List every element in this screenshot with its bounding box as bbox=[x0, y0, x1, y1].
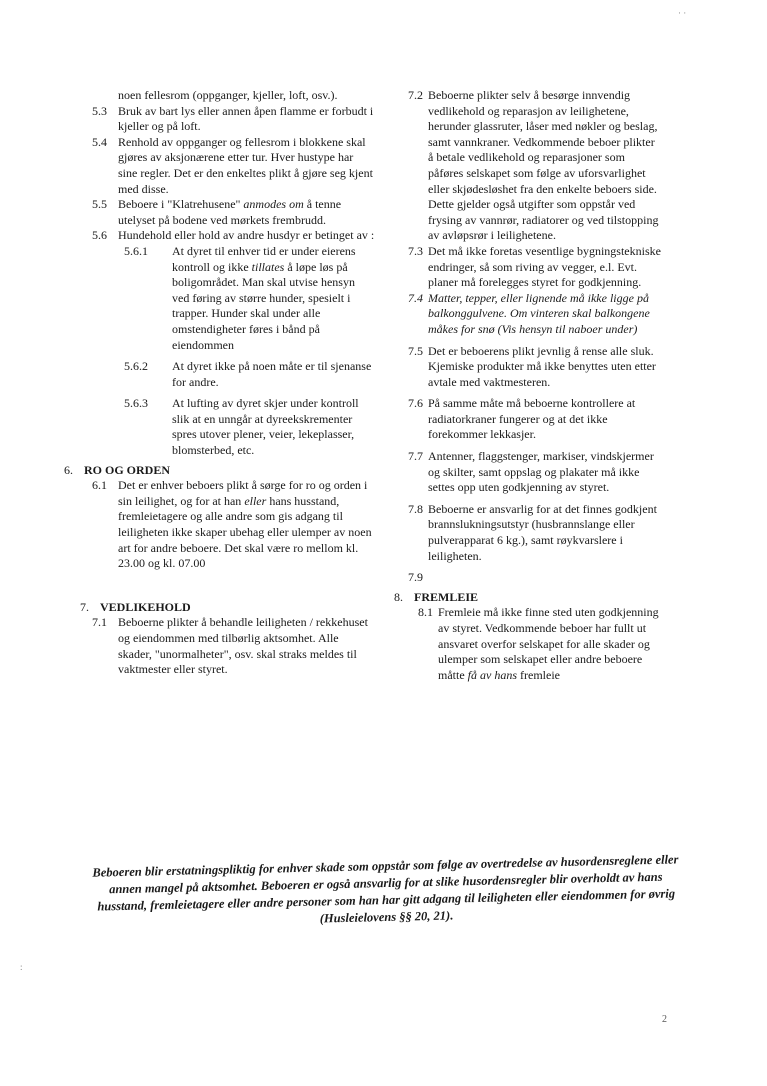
paragraph-number: 5.3 bbox=[92, 103, 107, 118]
paragraph-5-6-3: 5.6.3 At lufting av dyret skjer under kontroll slik at en unngår at dyreekskrementer spres utover plener, veier, lekeplasser, blomsterbed, etc. bbox=[124, 396, 359, 458]
paragraph-number: 7.2 bbox=[408, 88, 423, 102]
paragraph-7-5: 7.5 Det er beboerens plikt jevnlig å rense alle sluk. Kjemiske produkter må ikke benyttes uten etter avtale med vaktmesteren. bbox=[408, 343, 656, 389]
paragraph-7-3: 7.3 Det må ikke foretas vesentlige bygningstekniske endringer, så som riving av vegger, e.l. Evt. planer må forelegges styret for godkjenning. bbox=[408, 243, 661, 290]
section-heading-6 bbox=[64, 463, 375, 479]
paragraph-number: 6.1 bbox=[92, 478, 107, 493]
paragraph-7-4: 7.4 Matter, tepper, eller lignende må ikke ligge på balkonggulvene. Om vinteren skal balkongene måkes for snø (Vis hensyn til naboer under) bbox=[408, 290, 650, 336]
paragraph-5-2-continuation: noen fellesrom (oppganger, kjeller, loft, osv.). bbox=[118, 88, 338, 102]
paragraph-number: 5.4 bbox=[92, 134, 107, 149]
paragraph-5-6-1: 5.6.1 At dyret til enhver tid er under eierens kontroll og ikke tillates å løpe løs på boligområdet. Man skal utvise hensyn ved føring av større hunder, spesielt i trapper. Hunder skal under alle omstendigheter føres i bånd på eiendommen bbox=[124, 243, 356, 352]
section-title: RO OG ORDEN bbox=[84, 462, 171, 477]
paragraph-number: 7.7 bbox=[408, 449, 423, 464]
paragraph-6-1: 6.1 Det er enhver beboers plikt å sørge for ro og orden i sin leilighet, og for at han eller hans husstand, fremleietagere og alle andre som gis adgang til leiligheten ikke skaper ubehag eller ulemper av noen art for andre beboere. Det skal være ro mellom kl. 23.00 og kl. 07.00 bbox=[92, 478, 372, 571]
paragraph-number: 7.4 bbox=[408, 290, 423, 305]
paragraph-8-1: 8.1 Fremleie må ikke finne sted uten godkjenning av styret. Vedkommende beboer har fullt ut ansvaret overfor selskapet for alle skader og ulemper som selskapet eller andre beboere måtte få av hans fremleie bbox=[418, 605, 659, 682]
section-number: 6. bbox=[64, 462, 73, 477]
paragraph-7-1: 7.1 Beboerne plikter å behandle leiligheten / rekkehuset og eiendommen med tilbørlig aktsomhet. Alle skader, "unormalheter", osv. skal straks meldes til vaktmester eller styret. bbox=[92, 615, 368, 677]
left-column bbox=[64, 88, 375, 678]
paragraph-number: 8.1 bbox=[418, 605, 433, 620]
paragraph-number: 7.6 bbox=[408, 396, 423, 411]
paragraph-number: 5.5 bbox=[92, 197, 107, 212]
paragraph-5-4: 5.4 Renhold av oppganger og fellesrom i blokkene skal gjøres av aksjonærene etter tur. Hver hustype har sine regler. Det er den enkeltes plikt å gjøre seg kjent med disse. bbox=[92, 134, 373, 196]
paragraph-5-5: 5.5 Beboere i "Klatrehusene" anmodes om å tenne utelyset på bodene ved mørkets frembrudd. bbox=[92, 197, 342, 227]
liability-notice: Beboeren blir erstatningspliktig for enhver skade som oppstår som følge av overtredelse av husordensreglene eller annen mangel på aktsomhet. Beboeren er også ansvarlig for at slike husordensregler blir overholdt av hans husstand, fremleietagere eller andre personer som han har gitt adgang til leiligheten eller eiendommen for øvrig (Husleielovens §§ 20, 21). bbox=[92, 852, 679, 926]
paragraph-number: 5.6.2 bbox=[124, 359, 148, 374]
paragraph-7-2: 7.2 Beboerne plikter selv å besørge innvendig vedlikehold og reparasjon av leilighetene, herunder glassruter, låser med nøkler og beslag, samt vannkraner. Vedkommende beboer plikter å betale vedlikehold og reparasjoner som påføres selskapet som følge av uforsvarlighet eller skjødesløshet fra den enkelte beboers side. Dette gjelder også utgifter som oppstår ved frysing av vannrør, radiatorer og ved tilstopping av avløpsrør i leilighetene. bbox=[408, 88, 659, 243]
paragraph-7-8: 7.8 Beboerne er ansvarlig for at det finnes godkjent brannslukningsutstyr (husbrannslange eller pulverapparat 6 kg.), samt røykvarslere i leiligheten. bbox=[408, 501, 657, 563]
section-title: FREMLEIE bbox=[414, 589, 479, 604]
paragraph-number: 5.6.1 bbox=[124, 243, 148, 258]
paragraph-7-9 bbox=[400, 570, 662, 586]
paragraph-number: 7.9 bbox=[408, 570, 423, 585]
paragraph-7-6: 7.6 På samme måte må beboerne kontrollere at radiatorkraner fungerer og at det ikke forekommer lekkasjer. bbox=[408, 396, 636, 442]
section-title: VEDLIKEHOLD bbox=[100, 599, 191, 614]
paragraph-number: 7.1 bbox=[92, 615, 107, 630]
scan-speck: : bbox=[20, 962, 23, 972]
scan-speck: · · bbox=[678, 8, 687, 18]
paragraph-number: 5.6 bbox=[92, 228, 107, 243]
paragraph-number: 7.8 bbox=[408, 501, 423, 516]
paragraph-5-6-2: 5.6.2 At dyret ikke på noen måte er til sjenanse for andre. bbox=[124, 359, 372, 389]
section-number: 7. bbox=[80, 599, 89, 614]
section-number: 8. bbox=[394, 589, 403, 604]
section-heading-8 bbox=[394, 590, 662, 606]
paragraph-7-7: 7.7 Antenner, flaggstenger, markiser, vindskjermer og skilter, samt oppslag og plakater må ikke settes opp uten godkjenning av styret. bbox=[408, 449, 654, 495]
right-column bbox=[394, 88, 662, 683]
page-number: 2 bbox=[662, 1014, 667, 1025]
section-heading-7 bbox=[80, 600, 375, 616]
paragraph-5-3: 5.3 Bruk av bart lys eller annen åpen flamme er forbudt i kjeller og på loft. bbox=[92, 103, 374, 134]
paragraph-5-6: 5.6 Hundehold eller hold av andre husdyr er betinget av : bbox=[92, 228, 375, 243]
paragraph-number: 7.5 bbox=[408, 343, 423, 358]
paragraph-number: 5.6.3 bbox=[124, 396, 148, 411]
paragraph-number: 7.3 bbox=[408, 243, 423, 258]
